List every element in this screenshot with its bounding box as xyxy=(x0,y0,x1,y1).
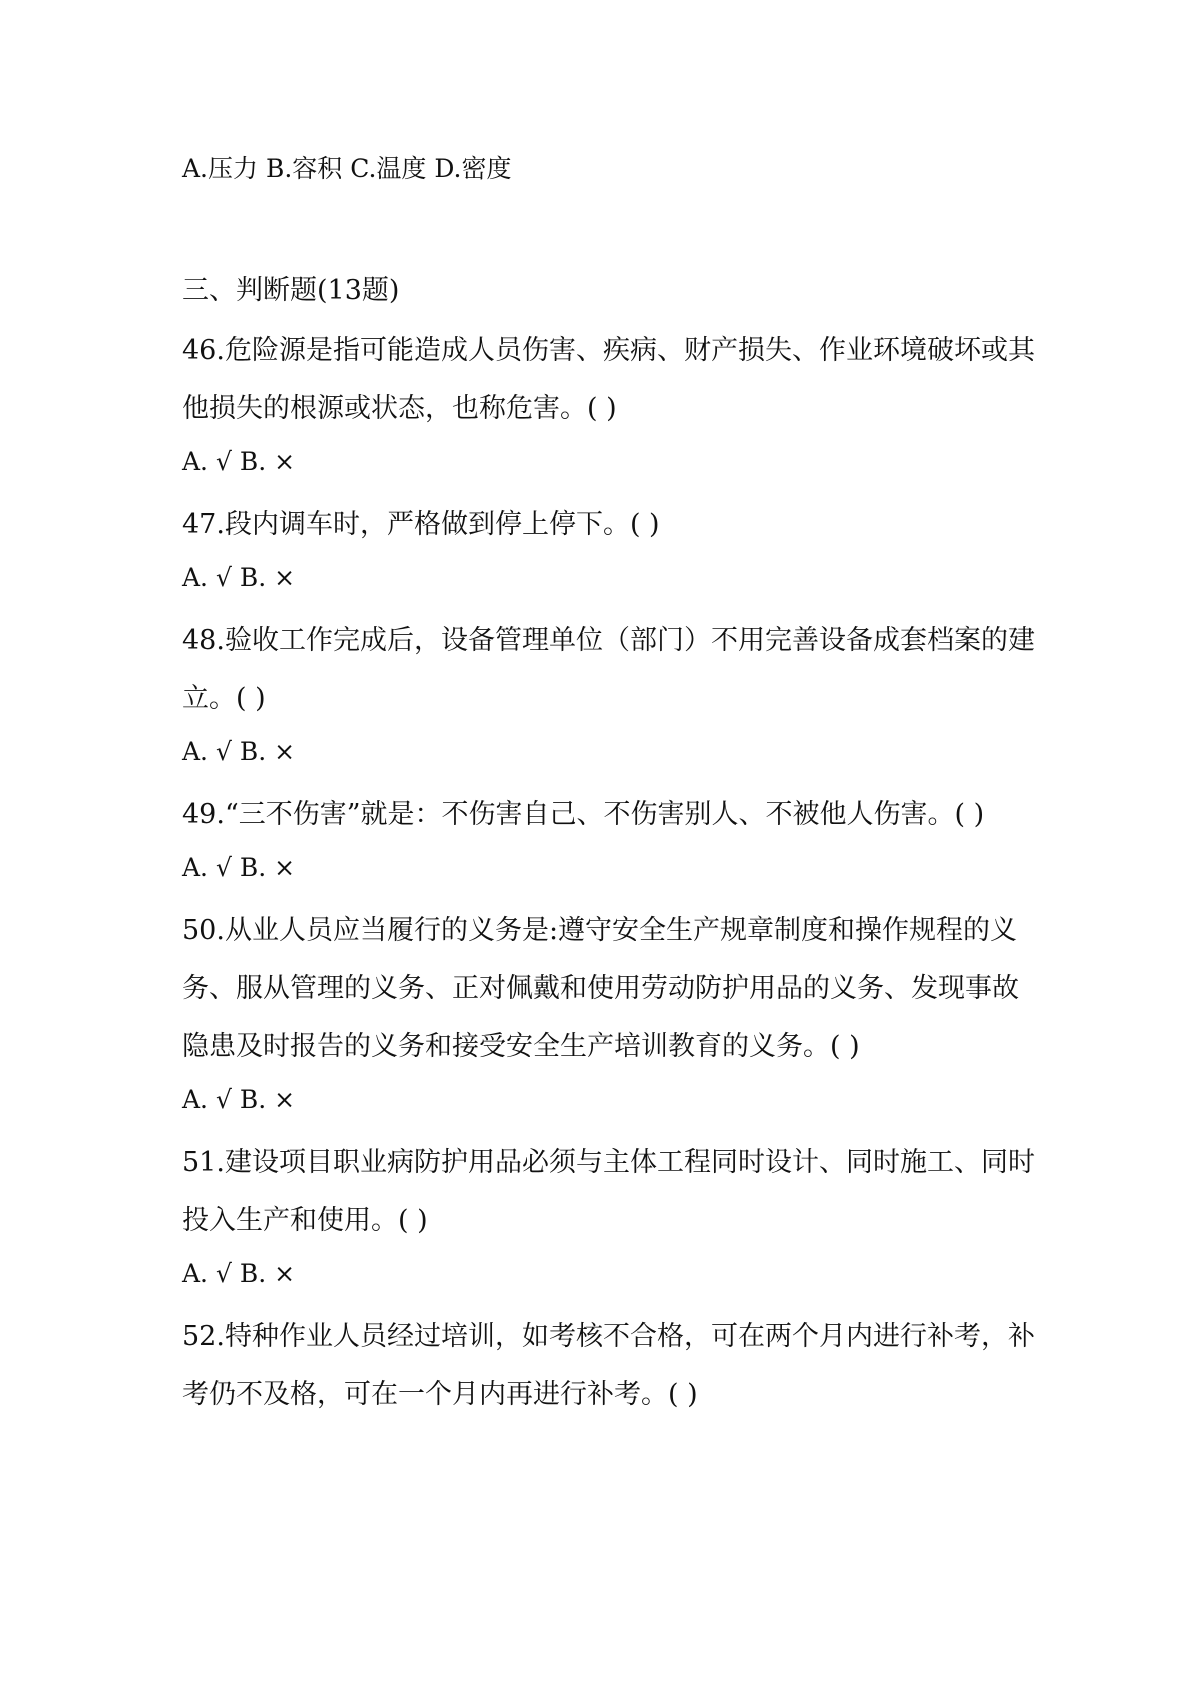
question-49-line-1: 49.“三不伤害”就是：不伤害自己、不伤害别人、不被他人伤害。( ) xyxy=(182,799,985,830)
section-title: 三、判断题(13题) xyxy=(182,275,400,306)
question-52-line-2: 考仍不及格，可在一个月内再进行补考。( ) xyxy=(182,1379,698,1410)
question-48-line-2: 立。( ) xyxy=(182,683,266,714)
question-51-options: A. √ B. × xyxy=(182,1259,296,1288)
question-47-line-1: 47.段内调车时，严格做到停上停下。( ) xyxy=(182,509,660,540)
question-50-line-2: 务、服从管理的义务、正对佩戴和使用劳动防护用品的义务、发现事故 xyxy=(182,973,1019,1004)
question-49-options: A. √ B. × xyxy=(182,853,296,882)
question-50-line-3: 隐患及时报告的义务和接受安全生产培训教育的义务。( ) xyxy=(182,1031,860,1062)
question-48-options: A. √ B. × xyxy=(182,737,296,766)
question-51-line-1: 51.建设项目职业病防护用品必须与主体工程同时设计、同时施工、同时 xyxy=(182,1147,1035,1178)
question-46-line-1: 46.危险源是指可能造成人员伤害、疾病、财产损失、作业环境破坏或其 xyxy=(182,335,1035,366)
top-options: A.压力 B.容积 C.温度 D.密度 xyxy=(182,154,512,183)
question-46-line-2: 他损失的根源或状态，也称危害。( ) xyxy=(182,393,617,424)
question-52-line-1: 52.特种作业人员经过培训，如考核不合格，可在两个月内进行补考，补 xyxy=(182,1321,1035,1352)
question-51-line-2: 投入生产和使用。( ) xyxy=(182,1205,428,1236)
question-50-options: A. √ B. × xyxy=(182,1085,296,1114)
question-50-line-1: 50.从业人员应当履行的义务是:遵守安全生产规章制度和操作规程的义 xyxy=(182,915,1018,946)
question-47-options: A. √ B. × xyxy=(182,563,296,592)
question-46-options: A. √ B. × xyxy=(182,447,296,476)
question-48-line-1: 48.验收工作完成后，设备管理单位（部门）不用完善设备成套档案的建 xyxy=(182,625,1035,656)
